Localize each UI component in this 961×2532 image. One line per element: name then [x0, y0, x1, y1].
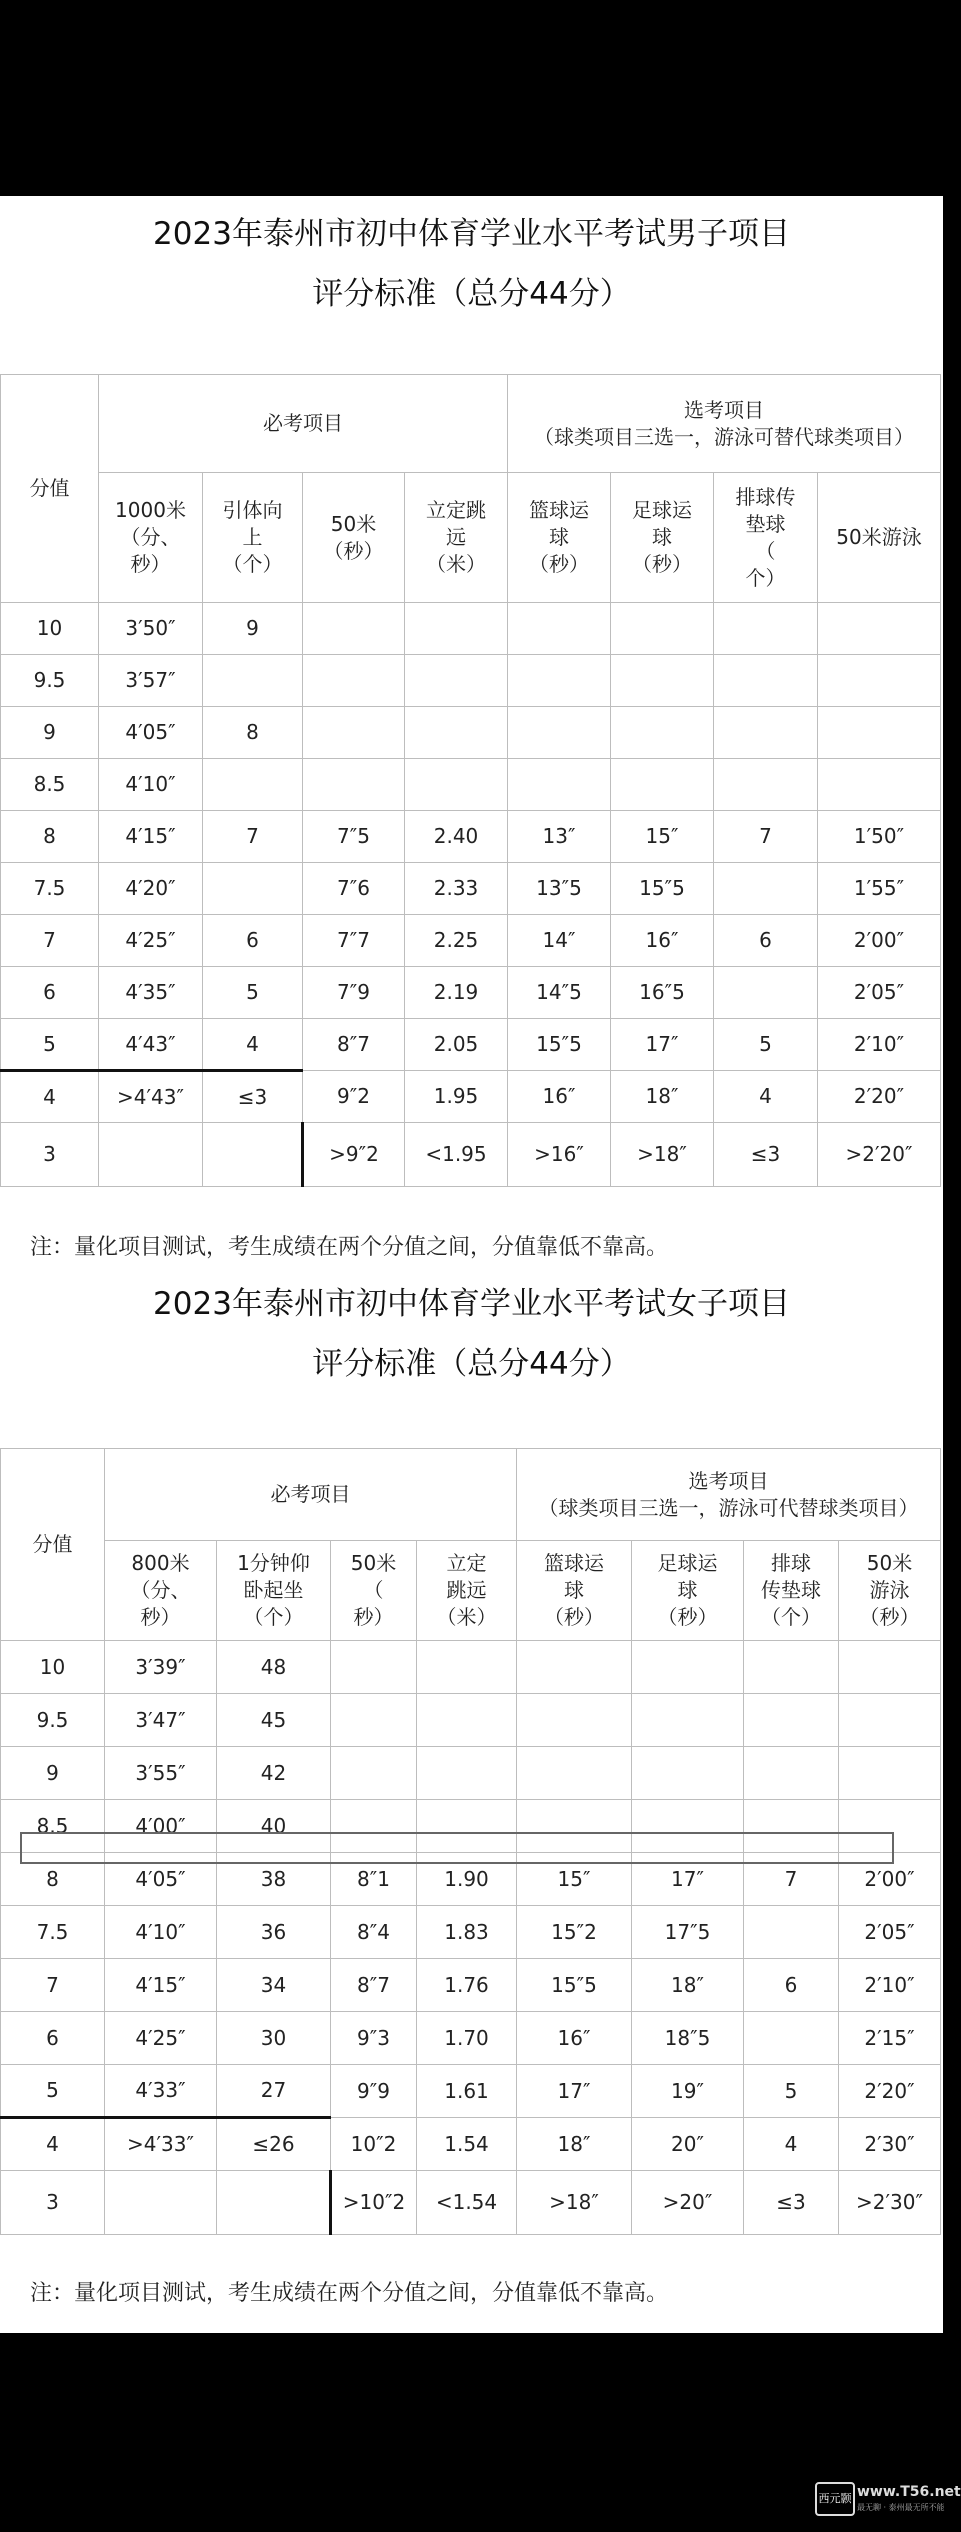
male-table-cell: 4′05″ [99, 707, 203, 759]
male-table-cell: 2′20″ [818, 1071, 941, 1123]
female-table-cell: 1.61 [417, 2065, 517, 2118]
male-table-cell [714, 707, 818, 759]
male-table-cell: 15″5 [508, 1019, 611, 1071]
female-table-cell: 2′05″ [839, 1906, 941, 1959]
female-table-row [1, 2065, 941, 2118]
female-table-cell: 17″ [517, 2065, 632, 2118]
female-table-cell: >20″ [632, 2171, 744, 2235]
male-table-cell: 7″7 [303, 915, 405, 967]
male-table-row [1, 655, 941, 707]
female-table-row [1, 1694, 941, 1747]
female-table-row [1, 2012, 941, 2065]
male-table-cell: 3′57″ [99, 655, 203, 707]
female-table-cell: 7 [1, 1959, 105, 2012]
male-table-cell [714, 863, 818, 915]
male-table-cell [818, 759, 941, 811]
female-table-cell: 18″ [632, 1959, 744, 2012]
female-table-cell: 9″3 [331, 2012, 417, 2065]
male-column-header: 引体向 上 （个） [203, 473, 303, 603]
female-table-cell [744, 1906, 839, 1959]
female-table-cell: 9.5 [1, 1694, 105, 1747]
male-table-cell: >2′20″ [818, 1123, 941, 1187]
male-table-cell: 2.25 [405, 915, 508, 967]
female-table-cell: 2′10″ [839, 1959, 941, 2012]
male-title-line2: 评分标准（总分44分） [312, 276, 631, 312]
female-column-header: 立定 跳远 （米） [417, 1541, 517, 1641]
male-table-cell: 16″5 [611, 967, 714, 1019]
male-table-cell [714, 655, 818, 707]
female-table-cell [839, 1694, 941, 1747]
male-table-cell: >4′43″ [99, 1071, 203, 1123]
female-table-cell: 2′20″ [839, 2065, 941, 2118]
male-table-cell: 4 [1, 1071, 99, 1123]
female-table-cell [517, 1747, 632, 1800]
female-table-cell: 8 [1, 1853, 105, 1906]
watermark-tagline: 最无聊 · 泰州最无所不能 [857, 2503, 945, 2512]
male-table-row [1, 967, 941, 1019]
male-table-cell: 7.5 [1, 863, 99, 915]
male-table-cell: 18″ [611, 1071, 714, 1123]
male-table-cell [303, 603, 405, 655]
female-column-header: 篮球运 球 （秒） [517, 1541, 632, 1641]
male-table-cell: 6 [1, 967, 99, 1019]
male-table-cell: 1′50″ [818, 811, 941, 863]
male-table-row [1, 707, 941, 759]
female-table-cell: 6 [1, 2012, 105, 2065]
male-table-row [1, 863, 941, 915]
male-table-cell: 8.5 [1, 759, 99, 811]
male-table-cell: 2.33 [405, 863, 508, 915]
female-table-cell: 4′10″ [105, 1906, 217, 1959]
female-table-cell: 3′55″ [105, 1747, 217, 1800]
female-table-row [1, 2118, 941, 2171]
male-table-cell: 7″9 [303, 967, 405, 1019]
male-table-cell: <1.95 [405, 1123, 508, 1187]
male-table-cell: 13″ [508, 811, 611, 863]
male-table-cell [508, 707, 611, 759]
male-column-header: 排球传 垫球 （ 个） [714, 473, 818, 603]
male-table-cell: ≤3 [203, 1071, 303, 1123]
male-table-cell: 3′50″ [99, 603, 203, 655]
female-table-cell: 3′39″ [105, 1641, 217, 1694]
female-table-cell: 9″9 [331, 2065, 417, 2118]
male-table-row [1, 1019, 941, 1071]
female-title-line2: 评分标准（总分44分） [312, 1346, 631, 1382]
female-table-cell: 4′33″ [105, 2065, 217, 2118]
male-table-cell: ≤3 [714, 1123, 818, 1187]
male-table-cell: 14″5 [508, 967, 611, 1019]
female-column-header: 足球运 球 （秒） [632, 1541, 744, 1641]
male-table-cell: 8 [1, 811, 99, 863]
male-table-cell: 14″ [508, 915, 611, 967]
male-table-cell [303, 759, 405, 811]
male-table-cell: 9 [1, 707, 99, 759]
female-table-cell: 3′47″ [105, 1694, 217, 1747]
female-table-cell: 4′25″ [105, 2012, 217, 2065]
male-table-cell [303, 707, 405, 759]
male-table-cell: 2.19 [405, 967, 508, 1019]
female-table-cell: 5 [1, 2065, 105, 2118]
female-table-cell: 6 [744, 1959, 839, 2012]
female-table-cell: 15″ [517, 1853, 632, 1906]
male-table-cell [714, 967, 818, 1019]
male-table-cell [714, 759, 818, 811]
female-column-header: 800米 （分、 秒） [105, 1541, 217, 1641]
male-column-header: 篮球运 球 （秒） [508, 473, 611, 603]
male-table-cell [508, 603, 611, 655]
watermark-site: www.T56.net [857, 2484, 961, 2500]
male-note: 注：量化项目测试，考生成绩在两个分值之间，分值靠低不靠高。 [30, 1235, 669, 1260]
male-table-cell: 7″6 [303, 863, 405, 915]
male-table-cell [714, 603, 818, 655]
female-table-cell: 27 [217, 2065, 331, 2118]
site-watermark [815, 2478, 961, 2518]
female-table-row [1, 1906, 941, 1959]
female-table-cell [632, 1694, 744, 1747]
male-table-cell [99, 1123, 203, 1187]
female-table-cell: >10″2 [331, 2171, 417, 2235]
female-table-cell: 2′00″ [839, 1853, 941, 1906]
male-table-cell: 6 [203, 915, 303, 967]
male-column-header: 1000米 （分、 秒） [99, 473, 203, 603]
male-table-cell: 7 [1, 915, 99, 967]
female-table-cell: 1.83 [417, 1906, 517, 1959]
female-table-cell: 18″ [517, 2118, 632, 2171]
female-table-cell: 9 [1, 1747, 105, 1800]
female-table-cell: 1.76 [417, 1959, 517, 2012]
male-column-header: 50米 （秒） [303, 473, 405, 603]
male-table-row [1, 811, 941, 863]
female-table-cell: 1.70 [417, 2012, 517, 2065]
female-table-cell: 7 [744, 1853, 839, 1906]
male-table-cell: 4′20″ [99, 863, 203, 915]
male-table-cell [303, 655, 405, 707]
female-table-cell: 30 [217, 2012, 331, 2065]
male-table-cell: 10 [1, 603, 99, 655]
female-table-cell: 4 [1, 2118, 105, 2171]
male-table-cell [203, 863, 303, 915]
row-highlight-box [20, 1832, 894, 1864]
female-table-cell: 10″2 [331, 2118, 417, 2171]
male-table-cell [405, 655, 508, 707]
female-table-cell: 4 [744, 2118, 839, 2171]
female-table-cell: 18″5 [632, 2012, 744, 2065]
male-table-cell [508, 655, 611, 707]
male-table-cell: 5 [714, 1019, 818, 1071]
female-table-cell: 8″4 [331, 1906, 417, 1959]
male-table-cell: 7 [203, 811, 303, 863]
female-column-header: 50米 游泳 （秒） [839, 1541, 941, 1641]
female-table-row [1, 1747, 941, 1800]
male-table-cell: 4′15″ [99, 811, 203, 863]
male-table-cell [611, 759, 714, 811]
male-table-cell: 16″ [508, 1071, 611, 1123]
male-table-cell: 2.40 [405, 811, 508, 863]
male-table-cell [611, 603, 714, 655]
female-table-cell [331, 1641, 417, 1694]
male-table-cell: 9 [203, 603, 303, 655]
female-table-cell: 36 [217, 1906, 331, 1959]
female-table-cell: 8″1 [331, 1853, 417, 1906]
female-table-cell: 20″ [632, 2118, 744, 2171]
female-table-cell [839, 1747, 941, 1800]
female-column-header: 50米 （ 秒） [331, 1541, 417, 1641]
male-table-cell [508, 759, 611, 811]
female-table-row [1, 1641, 941, 1694]
male-table-cell: 4′10″ [99, 759, 203, 811]
male-table-cell: 16″ [611, 915, 714, 967]
male-table-cell: 4′25″ [99, 915, 203, 967]
female-table-cell: 15″5 [517, 1959, 632, 2012]
female-table-cell: 5 [744, 2065, 839, 2118]
female-table-cell [331, 1694, 417, 1747]
male-table-cell [405, 759, 508, 811]
male-title-line1: 2023年泰州市初中体育学业水平考试男子项目 [153, 216, 790, 252]
female-table-cell: 1.90 [417, 1853, 517, 1906]
male-table-row [1, 1123, 941, 1187]
male-column-header: 足球运 球 （秒） [611, 473, 714, 603]
male-table-cell [818, 655, 941, 707]
male-table-cell [203, 759, 303, 811]
female-table-cell: >2′30″ [839, 2171, 941, 2235]
female-table-cell [517, 1694, 632, 1747]
male-score-table [0, 374, 941, 1187]
female-table-cell: 3 [1, 2171, 105, 2235]
male-table-cell: 1.95 [405, 1071, 508, 1123]
female-title-line1: 2023年泰州市初中体育学业水平考试女子项目 [153, 1286, 790, 1322]
male-table-cell: 8 [203, 707, 303, 759]
female-table-cell: 38 [217, 1853, 331, 1906]
female-score-header: 分值 [1, 1449, 105, 1641]
male-table-cell: 9.5 [1, 655, 99, 707]
female-table-cell: 8.5 [1, 1800, 105, 1853]
male-column-header: 立定跳 远 （米） [405, 473, 508, 603]
male-table-cell [203, 1123, 303, 1187]
female-table-cell: ≤3 [744, 2171, 839, 2235]
male-table-cell: 4 [203, 1019, 303, 1071]
male-table-cell: 2′10″ [818, 1019, 941, 1071]
male-table-cell: >16″ [508, 1123, 611, 1187]
female-table-cell: 1.54 [417, 2118, 517, 2171]
male-table-row [1, 915, 941, 967]
male-table-cell: 7″5 [303, 811, 405, 863]
female-table-cell: 45 [217, 1694, 331, 1747]
male-table-cell [818, 603, 941, 655]
female-table-cell: 19″ [632, 2065, 744, 2118]
male-table-cell: 13″5 [508, 863, 611, 915]
male-table-cell [818, 707, 941, 759]
female-column-header: 排球 传垫球 （个） [744, 1541, 839, 1641]
female-table-cell [632, 1641, 744, 1694]
female-table-cell: <1.54 [417, 2171, 517, 2235]
male-table-cell: 8″7 [303, 1019, 405, 1071]
watermark-badge: 西元颢 [815, 2482, 855, 2516]
male-table-cell: 17″ [611, 1019, 714, 1071]
female-required-header: 必考项目 [105, 1449, 517, 1541]
female-note: 注：量化项目测试，考生成绩在两个分值之间，分值靠低不靠高。 [30, 2281, 669, 2306]
female-table-cell: >18″ [517, 2171, 632, 2235]
female-table-cell [839, 1641, 941, 1694]
male-table-cell: 4′43″ [99, 1019, 203, 1071]
female-table-cell [217, 2171, 331, 2235]
male-table-cell: 2.05 [405, 1019, 508, 1071]
male-table-cell: 9″2 [303, 1071, 405, 1123]
female-table-cell [105, 2171, 217, 2235]
female-table-cell [744, 2012, 839, 2065]
female-table-cell [632, 1747, 744, 1800]
female-elective-header: 选考项目 （球类项目三选一，游泳可代替球类项目） [517, 1449, 941, 1541]
female-table-cell: ≤26 [217, 2118, 331, 2171]
male-table-cell: 4′35″ [99, 967, 203, 1019]
female-table-cell: 17″5 [632, 1906, 744, 1959]
male-table-cell: 5 [1, 1019, 99, 1071]
female-table-cell: >4′33″ [105, 2118, 217, 2171]
female-column-header: 1分钟仰 卧起坐 （个） [217, 1541, 331, 1641]
female-table-cell: 7.5 [1, 1906, 105, 1959]
female-table-cell: 17″ [632, 1853, 744, 1906]
male-column-header: 50米游泳 [818, 473, 941, 603]
male-table-cell: 5 [203, 967, 303, 1019]
male-table-cell: 4 [714, 1071, 818, 1123]
male-table-cell: 15″ [611, 811, 714, 863]
female-table-cell: 40 [217, 1800, 331, 1853]
male-elective-header: 选考项目 （球类项目三选一，游泳可替代球类项目） [508, 375, 941, 473]
female-table-cell: 48 [217, 1641, 331, 1694]
female-table-cell: 34 [217, 1959, 331, 2012]
male-table-cell [405, 707, 508, 759]
male-table-row [1, 759, 941, 811]
female-table-cell [417, 1694, 517, 1747]
female-table-row [1, 1959, 941, 2012]
male-table-cell: 6 [714, 915, 818, 967]
female-table-cell [744, 1694, 839, 1747]
male-required-header: 必考项目 [99, 375, 508, 473]
female-table-cell: 10 [1, 1641, 105, 1694]
male-table-cell [405, 603, 508, 655]
male-table-cell: 2′00″ [818, 915, 941, 967]
male-table-cell: >18″ [611, 1123, 714, 1187]
male-table-cell: 7 [714, 811, 818, 863]
female-table-cell: 8″7 [331, 1959, 417, 2012]
male-table-row [1, 603, 941, 655]
male-table-row [1, 1071, 941, 1123]
female-table-cell: 4′05″ [105, 1853, 217, 1906]
female-table-cell [744, 1641, 839, 1694]
male-table-cell [611, 707, 714, 759]
female-table-cell [417, 1747, 517, 1800]
male-table-cell: 15″5 [611, 863, 714, 915]
male-table-cell: 1′55″ [818, 863, 941, 915]
female-table-cell [331, 1747, 417, 1800]
female-table-cell: 16″ [517, 2012, 632, 2065]
male-table-cell: 2′05″ [818, 967, 941, 1019]
female-table-cell [744, 1747, 839, 1800]
female-table-cell: 2′30″ [839, 2118, 941, 2171]
male-table-cell: >9″2 [303, 1123, 405, 1187]
male-table-cell [203, 655, 303, 707]
female-table-cell [517, 1641, 632, 1694]
female-table-cell: 2′15″ [839, 2012, 941, 2065]
female-table-cell: 4′00″ [105, 1800, 217, 1853]
female-table-cell: 4′15″ [105, 1959, 217, 2012]
female-table-cell: 15″2 [517, 1906, 632, 1959]
male-score-header: 分值 [1, 375, 99, 603]
female-table-cell [417, 1641, 517, 1694]
male-table-cell: 3 [1, 1123, 99, 1187]
female-table-row [1, 2171, 941, 2235]
male-table-cell [611, 655, 714, 707]
female-table-cell: 42 [217, 1747, 331, 1800]
